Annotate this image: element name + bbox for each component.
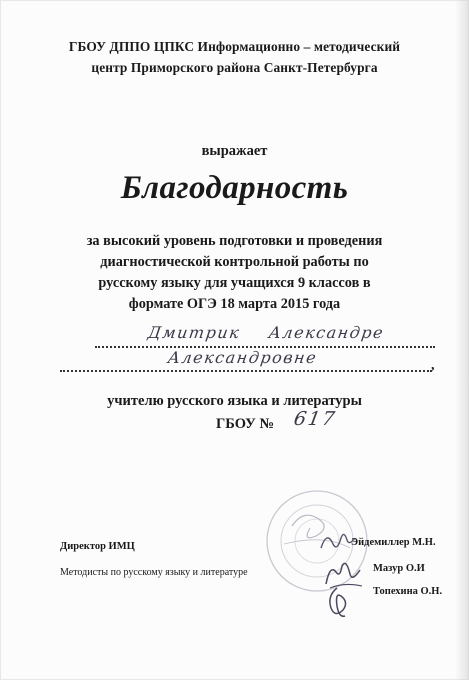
handwritten-school-number: 617 [292, 408, 339, 430]
methodists-label: Методисты по русскому языку и литературе [60, 567, 248, 578]
handwritten-name-line-1: Дмитрик Александре [146, 323, 386, 342]
director-label: Директор ИМЦ [60, 541, 135, 552]
body-line-1: за высокий уровень подготовки и проведения [86, 233, 383, 249]
body-line-3: русскому языку для учащихся 9 классов в [98, 275, 371, 291]
dotted-fill-line-2 [60, 370, 432, 372]
certificate-title: Благодарность [120, 170, 349, 206]
organization-line-2: центр Приморского района Санкт-Петербурга [91, 60, 378, 75]
line-end-comma: , [431, 358, 435, 373]
signatory-2-name: Мазур О.И [373, 563, 425, 574]
handwritten-name-line-2: Александровне [166, 348, 319, 367]
teacher-line: учителю русского языка и литературы [107, 393, 362, 409]
signatory-1-name: Эйдемиллер М.Н. [351, 537, 436, 548]
organization-line-1: ГБОУ ДППО ЦПКС Информационно – методический [68, 39, 401, 54]
body-line-4: формате ОГЭ 18 марта 2015 года [128, 296, 341, 312]
body-line-2: диагностической контрольной работы по [100, 254, 369, 270]
page-edge-shadow [455, 0, 469, 680]
expresses-text: выражает [201, 143, 268, 159]
methodist-signature-2-icon [323, 584, 359, 620]
school-label: ГБОУ № [216, 416, 275, 432]
signatory-3-name: Топехина О.Н. [373, 586, 443, 597]
